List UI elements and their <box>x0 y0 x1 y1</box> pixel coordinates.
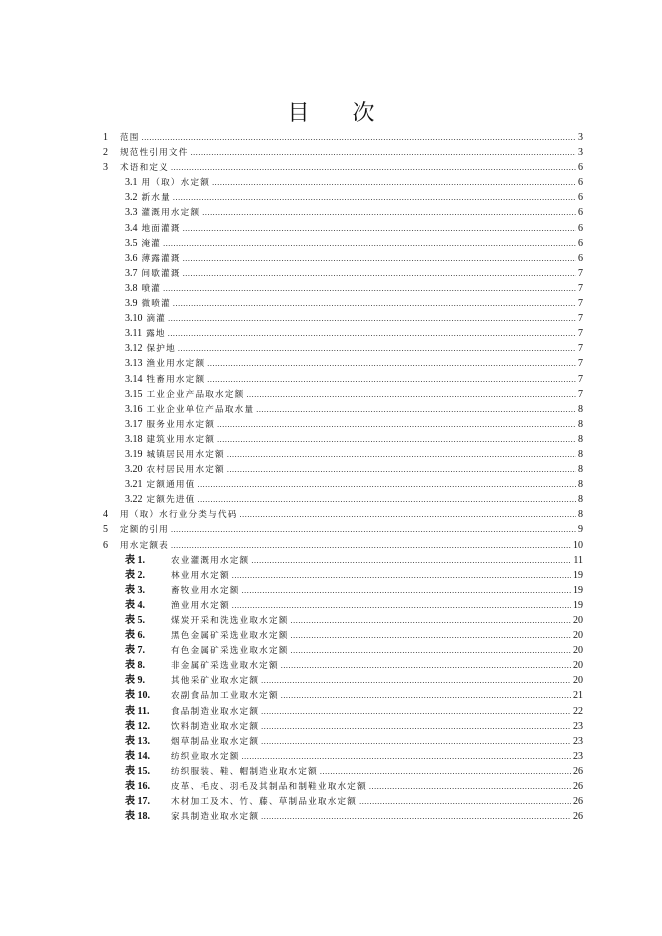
toc-entry-number: 3.8 <box>125 282 138 294</box>
toc-entry-page-number: 7 <box>578 388 583 400</box>
toc-entry-page-number: 8 <box>578 509 583 521</box>
toc-entry-page-number: 19 <box>573 599 583 611</box>
toc-entry[interactable] <box>103 236 583 251</box>
toc-entry[interactable] <box>103 251 583 266</box>
toc-entry-title: 定额先进值 <box>146 495 196 506</box>
toc-entry-number: 3.10 <box>125 313 143 325</box>
toc-entry[interactable] <box>103 266 583 281</box>
toc-entry[interactable] <box>103 688 583 703</box>
toc-entry-title: 用水定额表 <box>120 540 169 551</box>
toc-entry-title: 建筑业用水定额 <box>146 434 216 445</box>
toc-entry-title: 黑色金属矿采选业取水定额 <box>171 631 289 642</box>
toc-entry[interactable] <box>103 326 583 341</box>
toc-entry[interactable] <box>103 749 583 764</box>
toc-entry-page-number: 26 <box>573 796 583 808</box>
dot-leader <box>163 236 576 251</box>
toc-entry-page-number: 8 <box>578 448 583 460</box>
dot-leader <box>178 341 576 356</box>
toc-entry[interactable] <box>103 160 583 175</box>
toc-entry-title: 非金属矿采选业取水定额 <box>171 661 279 672</box>
dot-leader <box>261 734 571 749</box>
dot-leader <box>183 251 576 266</box>
toc-entry-title: 纺织服装、鞋、帽制造业取水定额 <box>171 766 318 777</box>
toc-entry[interactable] <box>103 613 583 628</box>
toc-entry[interactable] <box>103 190 583 205</box>
toc-entry-number: 表 11. <box>125 705 150 717</box>
toc-entry-page-number: 26 <box>573 781 583 793</box>
toc-entry-page-number: 26 <box>573 765 583 777</box>
toc-entry-page-number: 8 <box>578 433 583 445</box>
toc-entry-title: 渔业用水定额 <box>146 359 206 370</box>
toc-entry-number: 3.21 <box>125 479 143 491</box>
dot-leader <box>207 372 576 387</box>
toc-entry-title: 食品制造业取水定额 <box>171 706 260 717</box>
toc-entry-page-number: 7 <box>578 343 583 355</box>
toc-entry-page-number: 10 <box>573 539 583 551</box>
toc-entry-title: 皮革、毛皮、羽毛及其制品和制鞋业取水定额 <box>171 782 367 793</box>
toc-entry-page-number: 26 <box>573 811 583 823</box>
toc-entry[interactable] <box>103 507 583 522</box>
toc-entry[interactable] <box>103 734 583 749</box>
dot-leader <box>217 417 576 432</box>
toc-entry-title: 定额通用值 <box>146 480 196 491</box>
dot-leader <box>171 160 576 175</box>
dot-leader <box>291 628 571 643</box>
toc-entry[interactable] <box>103 432 583 447</box>
toc-entry-number: 3.14 <box>125 373 143 385</box>
toc-entry-number: 表 7. <box>125 645 145 657</box>
toc-entry-number: 表 5. <box>125 615 145 626</box>
toc-entry[interactable] <box>103 809 583 824</box>
dot-leader <box>246 387 576 402</box>
toc-entry-page-number: 22 <box>573 705 583 717</box>
toc-entry-number: 3 <box>103 162 108 174</box>
toc-entry-number: 3.1 <box>125 177 138 189</box>
toc-entry-number: 表 13. <box>125 735 150 747</box>
toc-entry-page-number: 19 <box>573 569 583 581</box>
table-of-contents <box>103 130 583 824</box>
toc-entry-number: 3.22 <box>125 494 143 506</box>
toc-entry-page-number: 6 <box>578 192 583 204</box>
toc-entry-number: 3.12 <box>125 343 143 355</box>
dot-leader <box>202 205 576 220</box>
toc-entry-page-number: 7 <box>578 313 583 325</box>
dot-leader <box>232 568 571 583</box>
toc-entry-number: 表 9. <box>125 675 145 687</box>
dot-leader <box>142 130 576 145</box>
toc-entry[interactable] <box>103 417 583 432</box>
dot-leader <box>171 522 576 537</box>
toc-entry-number: 1 <box>103 132 108 143</box>
toc-entry-number: 表 8. <box>125 660 145 672</box>
dot-leader <box>240 507 576 522</box>
toc-entry-title: 定额的引用 <box>120 525 169 536</box>
toc-entry-number: 6 <box>103 539 108 551</box>
toc-entry-number: 表 10. <box>125 690 150 702</box>
toc-entry-page-number: 8 <box>578 464 583 476</box>
dot-leader <box>163 281 576 296</box>
toc-entry-page-number: 6 <box>578 162 583 174</box>
toc-entry-title: 煤炭开采和洗选业取水定额 <box>171 616 289 626</box>
toc-entry[interactable] <box>103 477 583 492</box>
toc-entry-title: 工业企业产品取水定额 <box>146 389 245 400</box>
toc-entry-title: 农村居民用水定额 <box>146 465 225 476</box>
toc-entry-number: 4 <box>103 509 108 521</box>
toc-entry-number: 表 14. <box>125 750 150 762</box>
dot-leader <box>191 145 576 160</box>
toc-entry-number: 3.16 <box>125 403 143 415</box>
toc-entry-title: 其他采矿业取水定额 <box>171 676 260 687</box>
toc-entry-title: 渔业用水定额 <box>171 600 230 611</box>
dot-leader <box>256 402 576 417</box>
toc-entry-number: 3.7 <box>125 267 138 279</box>
toc-entry-page-number: 7 <box>578 358 583 370</box>
toc-entry-title: 滴灌 <box>146 314 167 325</box>
toc-entry-title: 饮料制造业取水定额 <box>171 721 260 732</box>
dot-leader <box>261 809 571 824</box>
toc-entry-page-number: 3 <box>578 132 583 143</box>
toc-entry-title: 喷灌 <box>141 283 162 294</box>
toc-entry-title: 微喷灌 <box>141 299 171 310</box>
toc-entry-page-number: 8 <box>578 479 583 491</box>
toc-entry-title: 有色金属矿采选业取水定额 <box>171 646 289 657</box>
dot-leader <box>227 447 576 462</box>
dot-leader <box>207 356 576 371</box>
toc-entry-page-number: 23 <box>573 720 583 732</box>
toc-entry-number: 3.4 <box>125 222 138 234</box>
dot-leader <box>183 266 576 281</box>
toc-entry-title: 烟草制品业取水定额 <box>171 736 260 747</box>
dot-leader <box>242 749 571 764</box>
toc-entry-page-number: 7 <box>578 373 583 385</box>
toc-entry-number: 3.13 <box>125 358 143 370</box>
toc-entry-number: 表 18. <box>125 811 150 823</box>
toc-entry[interactable] <box>103 356 583 371</box>
toc-entry-number: 3.3 <box>125 207 138 219</box>
toc-entry-number: 5 <box>103 524 108 536</box>
toc-entry-number: 3.2 <box>125 192 138 204</box>
toc-entry[interactable] <box>103 522 583 537</box>
toc-entry[interactable] <box>103 538 583 553</box>
toc-entry-title: 工业企业单位产品取水量 <box>146 404 255 415</box>
toc-entry-page-number: 6 <box>578 222 583 234</box>
toc-entry-title: 露地 <box>146 329 166 340</box>
toc-entry[interactable] <box>103 643 583 658</box>
toc-entry[interactable] <box>103 553 583 568</box>
toc-entry[interactable] <box>103 281 583 296</box>
dot-leader <box>227 462 576 477</box>
toc-entry[interactable] <box>103 583 583 598</box>
dot-leader <box>217 432 576 447</box>
toc-entry[interactable] <box>103 175 583 190</box>
dot-leader <box>261 673 571 688</box>
toc-entry-page-number: 7 <box>578 298 583 310</box>
toc-entry-number: 3.5 <box>125 237 138 249</box>
toc-entry-title: 农业灌溉用水定额 <box>171 555 250 566</box>
toc-entry[interactable] <box>103 145 583 160</box>
toc-entry-page-number: 8 <box>578 418 583 430</box>
dot-leader <box>168 311 576 326</box>
toc-entry[interactable] <box>103 130 583 145</box>
toc-entry[interactable] <box>103 296 583 311</box>
toc-entry-title: 农副食品加工业取水定额 <box>171 691 279 702</box>
toc-entry-page-number: 9 <box>578 524 583 536</box>
dot-leader <box>242 583 571 598</box>
toc-entry-number: 表 17. <box>125 796 150 808</box>
toc-entry-number: 表 6. <box>125 630 145 642</box>
toc-entry-number: 3.17 <box>125 418 143 430</box>
dot-leader <box>183 221 576 236</box>
dot-leader <box>261 719 571 734</box>
toc-entry-number: 表 2. <box>125 569 145 581</box>
toc-entry-page-number: 6 <box>578 252 583 264</box>
toc-entry-page-number: 23 <box>573 735 583 747</box>
toc-entry[interactable] <box>103 311 583 326</box>
toc-entry-page-number: 6 <box>578 207 583 219</box>
toc-entry-page-number: 6 <box>578 177 583 189</box>
toc-entry-number: 表 1. <box>125 554 145 566</box>
toc-entry[interactable] <box>103 402 583 417</box>
toc-entry[interactable] <box>103 794 583 809</box>
toc-entry[interactable] <box>103 598 583 613</box>
dot-leader <box>281 688 571 703</box>
toc-entry-page-number: 8 <box>578 403 583 415</box>
toc-entry-number: 表 3. <box>125 584 145 596</box>
toc-entry-title: 术语和定义 <box>120 163 169 174</box>
dot-leader <box>251 553 571 568</box>
dot-leader <box>369 779 571 794</box>
toc-entry-number: 表 16. <box>125 781 150 793</box>
toc-entry-title: 保护地 <box>146 344 176 355</box>
toc-entry[interactable] <box>103 462 583 477</box>
toc-entry[interactable] <box>103 372 583 387</box>
toc-entry-number: 3.9 <box>125 298 138 310</box>
toc-entry[interactable] <box>103 568 583 583</box>
toc-entry[interactable] <box>103 719 583 734</box>
toc-entry-title: 间歇灌溉 <box>141 268 181 279</box>
toc-entry-number: 表 12. <box>125 720 150 732</box>
toc-entry-number: 3.19 <box>125 448 143 460</box>
dot-leader <box>173 190 576 205</box>
page-title: 目 次 <box>287 101 393 126</box>
toc-entry-title: 家具制造业取水定额 <box>171 812 260 823</box>
dot-leader <box>171 538 571 553</box>
toc-entry-title: 薄露灌溉 <box>141 253 181 264</box>
toc-entry-title: 地面灌溉 <box>141 223 181 234</box>
toc-entry-title: 用（取）水行业分类与代码 <box>120 510 238 521</box>
toc-entry-number: 2 <box>103 147 108 159</box>
toc-entry-page-number: 23 <box>573 750 583 762</box>
toc-entry-title: 新水量 <box>141 193 171 204</box>
toc-entry[interactable] <box>103 779 583 794</box>
toc-entry-page-number: 21 <box>573 690 583 702</box>
toc-entry-page-number: 8 <box>578 494 583 506</box>
toc-entry-page-number: 20 <box>573 645 583 657</box>
dot-leader <box>291 643 571 658</box>
toc-entry-page-number: 7 <box>578 267 583 279</box>
toc-entry-number: 表 4. <box>125 599 145 611</box>
toc-entry-title: 牲畜用水定额 <box>146 374 206 385</box>
toc-entry-title: 林业用水定额 <box>171 570 230 581</box>
toc-entry-page-number: 7 <box>578 282 583 294</box>
dot-leader <box>232 598 571 613</box>
dot-leader <box>359 794 571 809</box>
toc-entry-number: 3.11 <box>125 328 143 340</box>
toc-entry-title: 范围 <box>120 133 140 143</box>
toc-entry-title: 规范性引用文件 <box>120 148 189 159</box>
toc-entry-title: 纺织业取水定额 <box>171 751 240 762</box>
toc-entry-page-number: 7 <box>578 328 583 340</box>
toc-entry[interactable] <box>103 387 583 402</box>
toc-entry[interactable] <box>103 492 583 507</box>
toc-entry[interactable] <box>103 704 583 719</box>
dot-leader <box>197 477 576 492</box>
toc-entry-page-number: 20 <box>573 615 583 626</box>
toc-entry-title: 用（取）水定额 <box>141 178 211 189</box>
toc-entry-title: 城镇居民用水定额 <box>146 449 225 460</box>
toc-entry-number: 3.18 <box>125 433 143 445</box>
toc-entry-number: 表 15. <box>125 765 150 777</box>
toc-entry[interactable] <box>103 658 583 673</box>
toc-entry-page-number: 20 <box>573 630 583 642</box>
dot-leader <box>168 326 576 341</box>
toc-entry-title: 服务业用水定额 <box>146 419 216 430</box>
toc-entry[interactable] <box>103 673 583 688</box>
toc-entry[interactable] <box>103 628 583 643</box>
toc-entry[interactable] <box>103 764 583 779</box>
toc-entry[interactable] <box>103 341 583 356</box>
dot-leader <box>281 658 571 673</box>
toc-entry[interactable] <box>103 205 583 220</box>
toc-entry-page-number: 6 <box>578 237 583 249</box>
toc-entry[interactable] <box>103 447 583 462</box>
toc-entry-page-number: 3 <box>578 147 583 159</box>
dot-leader <box>291 613 571 628</box>
toc-entry-title: 木材加工及木、竹、藤、草制品业取水定额 <box>171 797 358 808</box>
toc-entry-page-number: 20 <box>573 675 583 687</box>
toc-entry-number: 3.6 <box>125 252 138 264</box>
dot-leader <box>320 764 571 779</box>
dot-leader <box>197 492 576 507</box>
toc-entry-page-number: 19 <box>573 584 583 596</box>
toc-entry-title: 灌溉用水定额 <box>141 208 201 219</box>
toc-entry-number: 3.20 <box>125 464 143 476</box>
dot-leader <box>261 704 571 719</box>
toc-entry-page-number: 11 <box>573 554 583 566</box>
dot-leader <box>212 175 576 190</box>
toc-entry-title: 淹灌 <box>141 238 162 249</box>
toc-entry-number: 3.15 <box>125 388 143 400</box>
toc-entry[interactable] <box>103 221 583 236</box>
toc-entry-page-number: 20 <box>573 660 583 672</box>
toc-entry-title: 畜牧业用水定额 <box>171 585 240 596</box>
dot-leader <box>173 296 576 311</box>
